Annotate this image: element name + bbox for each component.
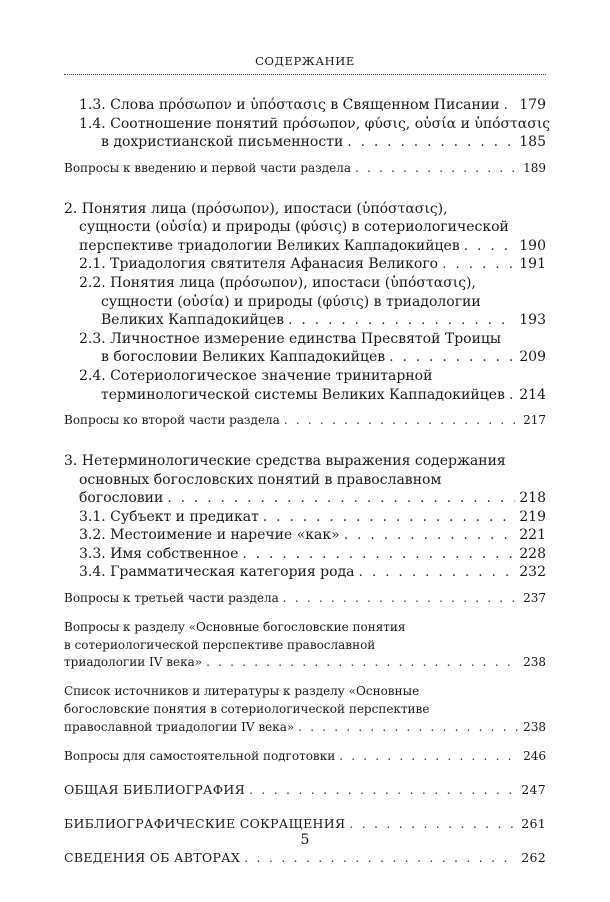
toc-entry-title: 3.3. Имя собственное bbox=[79, 545, 239, 562]
toc-entry-title-cont: в дохристианской письменности bbox=[101, 134, 344, 151]
header-dotted-rule bbox=[64, 74, 546, 75]
toc-entry-title: Вопросы к третьей части раздела bbox=[64, 591, 279, 606]
toc-page-number: 238 bbox=[523, 719, 546, 734]
toc-entry-title-cont: терминологической системы Великих Каппадокийцев bbox=[101, 386, 505, 403]
dot-leader bbox=[389, 348, 515, 367]
toc-entry-title-cont: в богословии Великих Каппадокийцев bbox=[101, 349, 386, 366]
dot-leader bbox=[283, 590, 519, 608]
toc-entry-questions-2 bbox=[64, 412, 546, 430]
toc-page-number: 219 bbox=[519, 508, 546, 525]
toc-entry-questions-3 bbox=[64, 590, 546, 608]
toc-page-number: 190 bbox=[519, 237, 546, 254]
toc-page-number: 247 bbox=[521, 782, 546, 798]
dot-leader bbox=[344, 526, 516, 545]
toc-page-number: 217 bbox=[523, 413, 546, 428]
toc-entry-title-cont: в сотериологической перспективе православной bbox=[64, 637, 376, 652]
toc-entry-2 bbox=[64, 200, 546, 256]
toc-entry-3-4 bbox=[79, 563, 546, 582]
toc-page-number: 246 bbox=[523, 748, 546, 763]
toc-entry-questions-intro bbox=[64, 160, 546, 178]
toc-entry-2-3 bbox=[79, 330, 546, 367]
toc-entry-title: Список источников и литературы к разделу «Основные bbox=[64, 684, 420, 699]
toc-page-number: 221 bbox=[519, 527, 546, 544]
toc-entry-title: Вопросы для самостоятельной подготовки bbox=[64, 748, 336, 763]
dot-leader bbox=[359, 563, 516, 582]
toc-page-number: 228 bbox=[519, 545, 546, 562]
toc-entry-title-cont: перспективе триадологии Великих Каппадокийцев bbox=[79, 237, 460, 254]
toc-entry-title-cont: сущности (οὐσία) и природы (φύσις) в триадологии bbox=[101, 293, 481, 310]
toc-entry-title: 2.4. Сотериологическое значение тринитарной bbox=[79, 367, 433, 384]
toc-entry-title-cont: основных богословских понятий в православном bbox=[79, 471, 442, 488]
table-of-contents bbox=[64, 96, 551, 867]
toc-page-number: 238 bbox=[523, 655, 546, 670]
toc-entry-bibliography bbox=[64, 781, 546, 799]
dot-leader bbox=[206, 654, 519, 672]
dot-leader bbox=[284, 412, 519, 430]
dot-leader bbox=[249, 781, 517, 799]
toc-entry-title: Вопросы ко второй части раздела bbox=[64, 413, 280, 428]
toc-entry-title: ОБЩАЯ БИБЛИОГРАФИЯ bbox=[64, 782, 246, 798]
toc-page-number: 237 bbox=[523, 591, 546, 606]
toc-entry-1-3 bbox=[79, 96, 546, 115]
toc-entry-title: 1.4. Соотношение понятий πρόσωπον, φύσις, οὐσία и ὑπόστασις bbox=[79, 115, 551, 132]
dot-leader bbox=[167, 489, 515, 508]
toc-page-number: 191 bbox=[519, 256, 546, 273]
dot-leader bbox=[298, 719, 519, 737]
toc-entry-title-cont: богословские понятия в сотериологической перспективе bbox=[64, 702, 430, 717]
dot-leader bbox=[242, 545, 515, 564]
toc-entry-questions-self bbox=[64, 748, 546, 766]
page-number: 5 bbox=[300, 832, 310, 848]
toc-entry-2-2 bbox=[79, 274, 546, 330]
toc-entry-title: БИБЛИОГРАФИЧЕСКИЕ СОКРАЩЕНИЯ bbox=[64, 816, 346, 832]
toc-page-number: 193 bbox=[519, 312, 546, 329]
toc-entry-abbreviations bbox=[64, 815, 546, 833]
toc-entry-title: 2.1. Триадология святителя Афанасия Великого bbox=[79, 256, 439, 273]
toc-page-number: 218 bbox=[519, 490, 546, 507]
toc-entry-questions-section bbox=[64, 619, 546, 672]
toc-entry-title-cont: триадологии IV века» bbox=[64, 655, 203, 670]
toc-entry-title: 2.3. Личностное измерение единства Пресвятой Троицы bbox=[79, 330, 502, 347]
toc-entry-sources bbox=[64, 683, 546, 736]
dot-leader bbox=[347, 133, 515, 152]
toc-entry-title: 3. Нетерминологические средства выражения содержания bbox=[64, 452, 506, 469]
toc-entry-title: СВЕДЕНИЯ ОБ АВТОРАХ bbox=[64, 850, 241, 866]
toc-entry-3 bbox=[64, 452, 546, 508]
toc-entry-1-4 bbox=[79, 115, 551, 152]
toc-entry-3-2 bbox=[79, 526, 546, 545]
toc-page-number: 189 bbox=[523, 160, 546, 175]
toc-entry-2-1 bbox=[79, 255, 546, 274]
toc-entry-title: 3.1. Субъект и предикат bbox=[79, 508, 259, 525]
dot-leader bbox=[464, 237, 516, 256]
toc-entry-title: 2. Понятия лица (πρόσωπον), ипостаси (ὑπόστασις), bbox=[64, 200, 448, 217]
toc-page-number: 214 bbox=[519, 386, 546, 403]
toc-page-number: 232 bbox=[519, 564, 546, 581]
toc-entry-2-4 bbox=[79, 367, 546, 404]
toc-entry-title: 1.3. Слова πρόσωπον и ὑπόστασις в Священном Писании bbox=[79, 97, 500, 113]
toc-page-number: 185 bbox=[519, 134, 546, 151]
dot-leader bbox=[263, 508, 515, 527]
dot-leader bbox=[355, 160, 519, 178]
toc-entry-title: 2.2. Понятия лица (πρόσωπον), ипостаси (ὑπόστασις), bbox=[79, 274, 476, 291]
toc-entry-title-cont: Великих Каппадокийцев bbox=[101, 312, 285, 329]
toc-page-number: 262 bbox=[521, 850, 546, 866]
dot-leader bbox=[349, 815, 517, 833]
toc-page-number: 209 bbox=[519, 349, 546, 366]
dot-leader bbox=[442, 255, 515, 274]
toc-entry-title: Вопросы к разделу «Основные богословские понятия bbox=[64, 619, 406, 634]
dot-leader bbox=[244, 849, 517, 867]
toc-entry-authors bbox=[64, 849, 546, 867]
dot-leader bbox=[288, 311, 515, 330]
toc-page-number: 179 bbox=[519, 97, 546, 113]
toc-entry-3-1 bbox=[79, 508, 546, 527]
toc-entry-title: 3.2. Местоимение и наречие «как» bbox=[79, 527, 340, 544]
toc-entry-3-3 bbox=[79, 545, 546, 564]
dot-leader bbox=[504, 96, 516, 115]
running-header: СОДЕРЖАНИЕ bbox=[255, 54, 355, 68]
dot-leader bbox=[339, 748, 519, 766]
toc-entry-title-cont: богословии bbox=[79, 490, 164, 507]
toc-entry-title-cont: православной триадологии IV века» bbox=[64, 719, 295, 734]
toc-entry-title: Вопросы к введению и первой части раздела bbox=[64, 160, 352, 175]
toc-page-number: 261 bbox=[521, 816, 546, 832]
dot-leader bbox=[509, 386, 515, 405]
toc-entry-title: 3.4. Грамматическая категория рода bbox=[79, 564, 355, 581]
toc-entry-title-cont: сущности (οὐσία) и природы (φύσις) в сотериологической bbox=[79, 219, 509, 236]
